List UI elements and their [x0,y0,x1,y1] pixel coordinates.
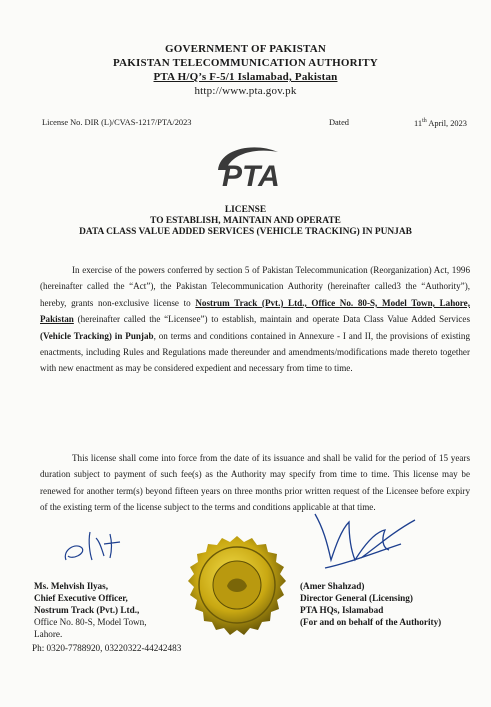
authority-signatory-block [300,580,441,628]
licensee-contact-name: Ms. Mehvish Ilyas, [34,581,109,591]
grant-text-3: , on terms and conditions contained in Annexure - I and II, the provisions of existing enactments, including Rules and Regulations made thereunder and amendments/modifications made thereto together with new enactment as may be considered expedient and necessary from time to time. [40,330,471,374]
letterhead [0,42,491,98]
pta-logo [200,140,300,200]
signatory-behalf: (For and on behalf of the Authority) [300,617,442,627]
validity-paragraph [40,450,470,516]
licensee-designation: Chief Executive Officer, [34,593,128,603]
license-number: License No. DIR (L)/CVAS-1217/PTA/2023 [42,118,192,127]
service-scope: (Vehicle Tracking) in Punjab [40,330,154,341]
grant-text-1: In exercise of the powers conferred by section 5 of Pakistan Telecommunication (Reorganization) Act, 1996 (hereinafter called the “Act”), the Pakistan Telecommunication Authority (hereinafter called3 the “Authority”), hereby, grants non-exclusive license to [40,265,470,308]
authority-seal [172,520,302,650]
licensee-signature [60,520,130,568]
authority-title: PAKISTAN TELECOMMUNICATION AUTHORITY [113,57,378,69]
title-establish: TO ESTABLISH, MAINTAIN AND OPERATE [150,216,341,226]
grant-text-2: (hereinafter called the “Licensee”) to establish, maintain and operate Data Class Value Added Services [73,314,470,325]
licensee-phone: Ph: 0320-7788920, 03220322-44242483 [32,643,182,653]
licensee-company: Nostrum Track (Pvt.) Ltd., [34,605,140,615]
issue-date: 11th April, 2023 [414,118,467,128]
logo-text: PTA [222,160,280,193]
title-services: DATA CLASS VALUE ADDED SERVICES (VEHICLE TRACKING) IN PUNJAB [79,227,412,237]
validity-text: This license shall come into force from the date of its issuance and shall be valid for the period of 15 years duration subject to payment of such fee(s) as the Authority may specify from time to time. This license may be renewed for another term(s) beyond fifteen years on three months prior written request of the Licensee before expiry of the existing term of the license subject to the terms and conditions applicable at that time. [40,453,470,513]
license-title [0,205,491,238]
signature-stroke [65,532,120,560]
signatory-name: (Amer Shahzad) [300,581,365,591]
title-license: LICENSE [224,205,267,215]
signatory-designation: Director General (Licensing) [300,593,413,603]
grant-paragraph [40,262,470,377]
signature-stroke [315,514,415,568]
licensee-address-line2: Lahore. [34,629,63,639]
authority-signature [305,508,425,578]
licensee-name: Nostrum Track (Pvt.) Ltd., Office No. 80-S, Model Town, Lahore, Pakistan [40,297,470,325]
licensee-address-line1: Office No. 80-S, Model Town, [34,617,147,627]
licensee-address-block [34,580,181,654]
authority-website: http://www.pta.gov.pk [194,85,297,97]
signatory-office: PTA HQs, Islamabad [300,605,384,615]
authority-address: PTA H/Q’s F-5/1 Islamabad, Pakistan [153,71,338,83]
government-title: GOVERNMENT OF PAKISTAN [164,43,327,55]
dated-label: Dated [329,118,349,127]
